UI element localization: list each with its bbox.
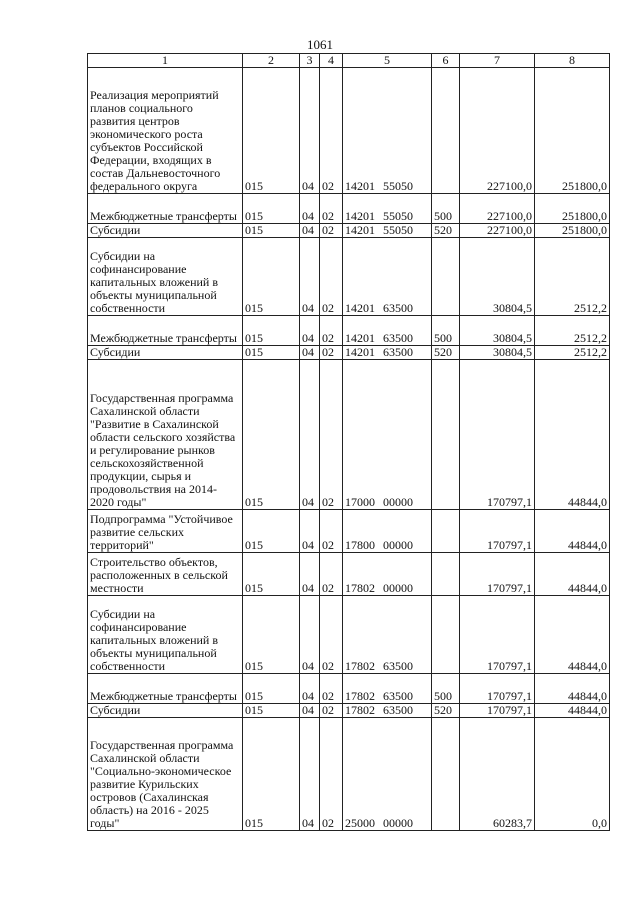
expense-type-cell [432, 596, 460, 674]
item-name-cell: Строительство объектов, расположенных в сельской местности [88, 553, 243, 596]
section-cell: 04 [300, 674, 320, 704]
table-row [88, 316, 610, 346]
amount-col8-cell: 44844,0 [535, 553, 610, 596]
table-header-row [88, 54, 610, 68]
item-name-cell: Межбюджетные трансферты [88, 674, 243, 704]
target-article-code: 14201 [345, 301, 375, 315]
section-cell: 04 [300, 224, 320, 238]
amount-col8-cell: 0,0 [535, 718, 610, 831]
expense-type-cell: 500 [432, 316, 460, 346]
amount-col7-cell: 30804,5 [460, 316, 535, 346]
target-article-code: 17000 [345, 495, 375, 509]
table-row [88, 194, 610, 224]
target-article-cell [343, 674, 432, 704]
item-name-cell: Межбюджетные трансферты [88, 194, 243, 224]
table-row [88, 510, 610, 553]
expense-type-cell: 520 [432, 224, 460, 238]
table-row [88, 224, 610, 238]
ministry-code-cell: 015 [243, 194, 300, 224]
amount-col8-cell: 44844,0 [535, 510, 610, 553]
subsection-cell: 02 [320, 674, 343, 704]
item-name-cell: Субсидии на софинансирование капитальных вложений в объекты муниципальной собственности [88, 238, 243, 316]
target-article-cell [343, 718, 432, 831]
expense-type-cell: 520 [432, 704, 460, 718]
target-article-cell [343, 238, 432, 316]
expense-type-cell [432, 360, 460, 510]
target-article-code: 17802 [345, 659, 375, 673]
target-article-cell [343, 224, 432, 238]
table-row [88, 68, 610, 194]
expense-type-cell [432, 510, 460, 553]
page-number: 1061 [307, 37, 333, 52]
amount-col7-cell: 170797,1 [460, 360, 535, 510]
item-name-cell: Межбюджетные трансферты [88, 316, 243, 346]
section-cell: 04 [300, 553, 320, 596]
target-article-subcode: 00000 [383, 581, 413, 595]
table-row [88, 718, 610, 831]
amount-col7-cell: 170797,1 [460, 596, 535, 674]
column-header: 3 [300, 54, 320, 68]
amount-col7-cell: 227100,0 [460, 224, 535, 238]
amount-col7-cell: 170797,1 [460, 553, 535, 596]
subsection-cell: 02 [320, 316, 343, 346]
target-article-subcode: 63500 [383, 689, 413, 703]
section-cell: 04 [300, 194, 320, 224]
subsection-cell: 02 [320, 224, 343, 238]
target-article-code: 14201 [345, 345, 375, 359]
subsection-cell: 02 [320, 360, 343, 510]
amount-col8-cell: 2512,2 [535, 238, 610, 316]
target-article-subcode: 63500 [383, 331, 413, 345]
target-article-code: 25000 [345, 816, 375, 830]
target-article-code: 14201 [345, 223, 375, 237]
column-header: 4 [320, 54, 343, 68]
item-name-cell: Субсидии на софинансирование капитальных вложений в объекты муниципальной собственности [88, 596, 243, 674]
expense-type-cell [432, 718, 460, 831]
ministry-code-cell: 015 [243, 346, 300, 360]
amount-col8-cell: 251800,0 [535, 194, 610, 224]
column-header: 2 [243, 54, 300, 68]
expense-type-cell [432, 553, 460, 596]
target-article-cell [343, 360, 432, 510]
amount-col8-cell: 44844,0 [535, 596, 610, 674]
section-cell: 04 [300, 238, 320, 316]
ministry-code-cell: 015 [243, 553, 300, 596]
target-article-subcode: 55050 [383, 209, 413, 223]
amount-col7-cell: 227100,0 [460, 194, 535, 224]
item-name-cell: Государственная программа Сахалинской области "Развитие в Сахалинской области сельского хозяйства и регулирование рынков сельскохозяйственной продукции, сырья и продовольствия на 2014-2020 годы" [88, 360, 243, 510]
target-article-cell [343, 510, 432, 553]
target-article-cell [343, 194, 432, 224]
target-article-cell [343, 68, 432, 194]
table-row [88, 238, 610, 316]
section-cell: 04 [300, 510, 320, 553]
target-article-subcode: 00000 [383, 816, 413, 830]
amount-col8-cell: 44844,0 [535, 360, 610, 510]
column-header: 1 [88, 54, 243, 68]
amount-col7-cell: 227100,0 [460, 68, 535, 194]
target-article-code: 17802 [345, 689, 375, 703]
column-header: 6 [432, 54, 460, 68]
target-article-subcode: 63500 [383, 659, 413, 673]
expense-type-cell [432, 68, 460, 194]
subsection-cell: 02 [320, 346, 343, 360]
target-article-cell [343, 346, 432, 360]
target-article-code: 17802 [345, 703, 375, 717]
column-header: 7 [460, 54, 535, 68]
subsection-cell: 02 [320, 510, 343, 553]
expense-type-cell: 500 [432, 674, 460, 704]
section-cell: 04 [300, 360, 320, 510]
section-cell: 04 [300, 346, 320, 360]
subsection-cell: 02 [320, 704, 343, 718]
ministry-code-cell: 015 [243, 718, 300, 831]
section-cell: 04 [300, 316, 320, 346]
subsection-cell: 02 [320, 194, 343, 224]
target-article-code: 14201 [345, 331, 375, 345]
amount-col8-cell: 2512,2 [535, 316, 610, 346]
amount-col8-cell: 2512,2 [535, 346, 610, 360]
target-article-subcode: 63500 [383, 703, 413, 717]
amount-col7-cell: 170797,1 [460, 704, 535, 718]
ministry-code-cell: 015 [243, 704, 300, 718]
amount-col8-cell: 44844,0 [535, 704, 610, 718]
ministry-code-cell: 015 [243, 224, 300, 238]
expense-type-cell [432, 238, 460, 316]
section-cell: 04 [300, 718, 320, 831]
expense-type-cell: 500 [432, 194, 460, 224]
target-article-code: 14201 [345, 179, 375, 193]
amount-col7-cell: 30804,5 [460, 238, 535, 316]
target-article-subcode: 55050 [383, 223, 413, 237]
column-header: 8 [535, 54, 610, 68]
subsection-cell: 02 [320, 553, 343, 596]
target-article-cell [343, 553, 432, 596]
section-cell: 04 [300, 704, 320, 718]
target-article-subcode: 55050 [383, 179, 413, 193]
target-article-subcode: 63500 [383, 301, 413, 315]
ministry-code-cell: 015 [243, 596, 300, 674]
target-article-cell [343, 596, 432, 674]
amount-col7-cell: 170797,1 [460, 674, 535, 704]
ministry-code-cell: 015 [243, 674, 300, 704]
table-row [88, 704, 610, 718]
section-cell: 04 [300, 68, 320, 194]
item-name-cell: Реализация мероприятий планов социального развития центров экономического роста субъектов Российской Федерации, входящих в состав Дальневосточного федерального округа [88, 68, 243, 194]
amount-col7-cell: 60283,7 [460, 718, 535, 831]
target-article-subcode: 63500 [383, 345, 413, 359]
column-header: 5 [343, 54, 432, 68]
target-article-code: 17800 [345, 538, 375, 552]
ministry-code-cell: 015 [243, 316, 300, 346]
amount-col8-cell: 251800,0 [535, 68, 610, 194]
section-cell: 04 [300, 596, 320, 674]
table-row [88, 553, 610, 596]
expense-type-cell: 520 [432, 346, 460, 360]
item-name-cell: Государственная программа Сахалинской области "Социально-экономическое развитие Курильских островов (Сахалинская область) на 2016 - 2025 годы" [88, 718, 243, 831]
subsection-cell: 02 [320, 238, 343, 316]
ministry-code-cell: 015 [243, 360, 300, 510]
item-name-cell: Подпрограмма "Устойчивое развитие сельских территорий" [88, 510, 243, 553]
table-row [88, 346, 610, 360]
table-row [88, 596, 610, 674]
table-row [88, 674, 610, 704]
item-name-cell: Субсидии [88, 346, 243, 360]
amount-col7-cell: 170797,1 [460, 510, 535, 553]
target-article-subcode: 00000 [383, 538, 413, 552]
amount-col8-cell: 251800,0 [535, 224, 610, 238]
subsection-cell: 02 [320, 718, 343, 831]
target-article-cell [343, 704, 432, 718]
target-article-subcode: 00000 [383, 495, 413, 509]
item-name-cell: Субсидии [88, 704, 243, 718]
target-article-code: 17802 [345, 581, 375, 595]
amount-col7-cell: 30804,5 [460, 346, 535, 360]
subsection-cell: 02 [320, 68, 343, 194]
target-article-code: 14201 [345, 209, 375, 223]
subsection-cell: 02 [320, 596, 343, 674]
item-name-cell: Субсидии [88, 224, 243, 238]
ministry-code-cell: 015 [243, 510, 300, 553]
target-article-cell [343, 316, 432, 346]
table-row [88, 360, 610, 510]
budget-table [87, 53, 610, 831]
ministry-code-cell: 015 [243, 68, 300, 194]
ministry-code-cell: 015 [243, 238, 300, 316]
amount-col8-cell: 44844,0 [535, 674, 610, 704]
